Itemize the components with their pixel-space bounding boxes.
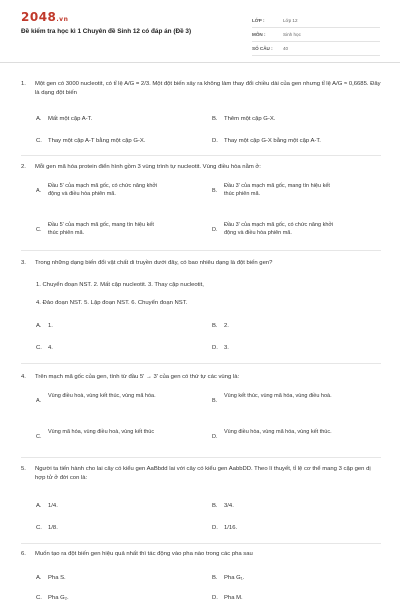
- option-text: Đầu 3' của mạch mã gốc, mang tín hiệu kết thúc phiên mã.: [224, 183, 330, 197]
- meta-key: LỚP :: [252, 18, 265, 23]
- option-text: Vùng kết thúc, vùng mã hóa, vùng điều hoà.: [224, 393, 332, 399]
- question-number: 6.: [21, 551, 26, 557]
- option-text: 2.: [224, 323, 229, 329]
- option-text: Thay một cặp A-T bằng một cặp G-X.: [48, 138, 146, 144]
- option-text: Vùng mã hóa, vùng điều hoà, vùng kết thúc: [48, 429, 155, 435]
- q1-option-d[interactable]: [212, 137, 321, 146]
- option-text: 1.: [48, 323, 53, 329]
- option-text: 3.: [224, 345, 229, 351]
- option-letter: C.: [36, 595, 42, 600]
- q5-option-c[interactable]: [36, 524, 58, 533]
- meta-value: Lớp 12: [283, 18, 298, 23]
- statement-line: 1. Chuyển đoạn NST. 2. Mất cặp nucleotit. 3. Thay cặp nucleotit,: [36, 282, 204, 288]
- option-letter: A.: [36, 188, 42, 194]
- q2-option-b[interactable]: [212, 182, 334, 198]
- option-letter: D.: [212, 525, 218, 531]
- q3-option-d[interactable]: [212, 344, 229, 353]
- divider: [21, 457, 381, 458]
- meta-table: [252, 14, 380, 56]
- q2-option-d[interactable]: [212, 221, 334, 237]
- question-3: [21, 259, 381, 268]
- meta-row-class: [252, 14, 380, 28]
- option-letter: A.: [36, 503, 42, 509]
- meta-key: SỐ CÂU :: [252, 46, 273, 51]
- option-text: Thay một cặp G-X bằng một cặp A-T.: [224, 138, 321, 144]
- option-text: 1/8.: [48, 525, 58, 531]
- option-text: Pha G₁.: [224, 575, 245, 581]
- option-text: 1/4.: [48, 503, 58, 509]
- question-number: 2.: [21, 164, 26, 170]
- question-text: Mỗi gen mã hóa protein điển hình gồm 3 vùng trình tự nucleotit. Vùng điều hòa nằm ở:: [35, 164, 261, 170]
- q3-option-c[interactable]: [36, 344, 53, 353]
- option-text: Đầu 3' của mạch mã gốc, có chức năng khởi động và điều hòa phiên mã.: [224, 222, 334, 236]
- question-number: 5.: [21, 466, 26, 472]
- option-letter: A.: [36, 398, 42, 404]
- option-text: 3/4.: [224, 503, 234, 509]
- q5-option-a[interactable]: [36, 502, 58, 511]
- q1-option-a[interactable]: [36, 115, 92, 124]
- meta-value: Sinh học: [283, 32, 301, 37]
- q3-option-a[interactable]: [36, 322, 53, 331]
- site-logo[interactable]: [21, 10, 68, 24]
- logo-text: 2048: [21, 10, 57, 24]
- option-letter: C.: [36, 434, 42, 440]
- option-text: Đầu 5' của mạch mã gốc, mang tín hiệu kết thúc phiên mã.: [48, 222, 154, 236]
- divider: [21, 250, 381, 251]
- q1-option-c[interactable]: [36, 137, 145, 146]
- q1-option-b[interactable]: [212, 115, 275, 124]
- option-letter: D.: [212, 227, 218, 233]
- option-letter: C.: [36, 138, 42, 144]
- question-5: [21, 465, 381, 482]
- statement-line: 4. Đảo đoạn NST. 5. Lặp đoạn NST. 6. Chuyển đoạn NST.: [36, 300, 188, 306]
- option-text: Pha M.: [224, 595, 243, 600]
- q6-option-d[interactable]: [212, 594, 243, 600]
- divider: [21, 543, 381, 544]
- question-4: [21, 373, 381, 382]
- option-text: 1/16.: [224, 525, 238, 531]
- q2-option-c[interactable]: [36, 221, 158, 237]
- option-letter: B.: [212, 188, 218, 194]
- option-letter: D.: [212, 434, 218, 440]
- q6-option-a[interactable]: [36, 574, 66, 583]
- divider: [21, 155, 381, 156]
- q4-option-c[interactable]: [36, 428, 158, 440]
- question-text: Muốn tạo ra đột biến gen hiệu quả nhất thì tác động vào pha nào trong các pha sau: [35, 551, 253, 557]
- option-text: Pha G₂.: [48, 595, 69, 600]
- option-text: Vùng điều hòa, vùng mã hóa, vùng kết thúc.: [224, 429, 332, 435]
- question-text: Người ta tiến hành cho lai cây có kiểu gen AaBbdd lai với cây có kiểu gen AabbDD. Theo lí thuyết, tỉ lệ cơ thể mang 3 cặp gen dị hợp tử ở đời con là:: [35, 466, 371, 481]
- option-letter: C.: [36, 525, 42, 531]
- option-letter: B.: [212, 116, 218, 122]
- q5-option-d[interactable]: [212, 524, 237, 533]
- option-text: Pha S.: [48, 575, 66, 581]
- q3-option-b[interactable]: [212, 322, 229, 331]
- option-text: Đầu 5' của mạch mã gốc, có chức năng khởi động và điều hòa phiên mã.: [48, 183, 158, 197]
- q5-option-b[interactable]: [212, 502, 234, 511]
- option-letter: B.: [212, 323, 218, 329]
- question-text: Trong những dạng biến đổi vật chất di truyền dưới đây, có bao nhiêu dạng là đột biến gen?: [35, 260, 273, 266]
- question-2: [21, 163, 381, 172]
- meta-key: MÔN :: [252, 32, 266, 37]
- option-letter: B.: [212, 503, 218, 509]
- option-letter: A.: [36, 116, 42, 122]
- q2-option-a[interactable]: [36, 182, 158, 198]
- option-letter: C.: [36, 227, 42, 233]
- option-text: Mất một cặp A-T.: [48, 116, 93, 122]
- option-letter: B.: [212, 398, 218, 404]
- question-6: [21, 550, 381, 559]
- option-text: Thêm một cặp G-X.: [224, 116, 276, 122]
- question-number: 1.: [21, 81, 26, 87]
- q6-option-b[interactable]: [212, 574, 244, 583]
- page-header: [0, 0, 400, 63]
- q4-option-b[interactable]: [212, 392, 334, 404]
- document-title: Đề kiểm tra học kì 1 Chuyên đề Sinh 12 có đáp án (Đề 3): [21, 28, 192, 35]
- question-1: [21, 80, 381, 97]
- option-letter: D.: [212, 345, 218, 351]
- q4-option-a[interactable]: [36, 392, 158, 404]
- question-number: 3.: [21, 260, 26, 266]
- option-text: Vùng điều hoà, vùng kết thúc, vùng mã hóa.: [48, 393, 156, 399]
- option-letter: A.: [36, 575, 42, 581]
- meta-row-subject: [252, 28, 380, 42]
- option-text: 4.: [48, 345, 53, 351]
- option-letter: D.: [212, 595, 218, 600]
- option-letter: D.: [212, 138, 218, 144]
- q6-option-c[interactable]: [36, 594, 69, 600]
- option-letter: A.: [36, 323, 42, 329]
- option-letter: C.: [36, 345, 42, 351]
- logo-suffix: .vn: [56, 16, 69, 23]
- question-text: Trên mạch mã gốc của gen, tính từ đầu 5' → 3' của gen có thứ tự các vùng là:: [35, 374, 240, 380]
- q4-option-d[interactable]: [212, 428, 334, 440]
- meta-value: 40: [283, 46, 289, 51]
- question-text: Một gen có 3000 nucleotit, có tỉ lệ A/G = 2/3. Một đột biến xảy ra không làm thay đổi chiều dài của gen nhưng tỉ lệ A/G ≈ 0,6685. Đây là dạng đột biến: [35, 81, 381, 96]
- meta-row-count: [252, 42, 380, 56]
- question-number: 4.: [21, 374, 26, 380]
- option-letter: B.: [212, 575, 218, 581]
- divider: [21, 363, 381, 364]
